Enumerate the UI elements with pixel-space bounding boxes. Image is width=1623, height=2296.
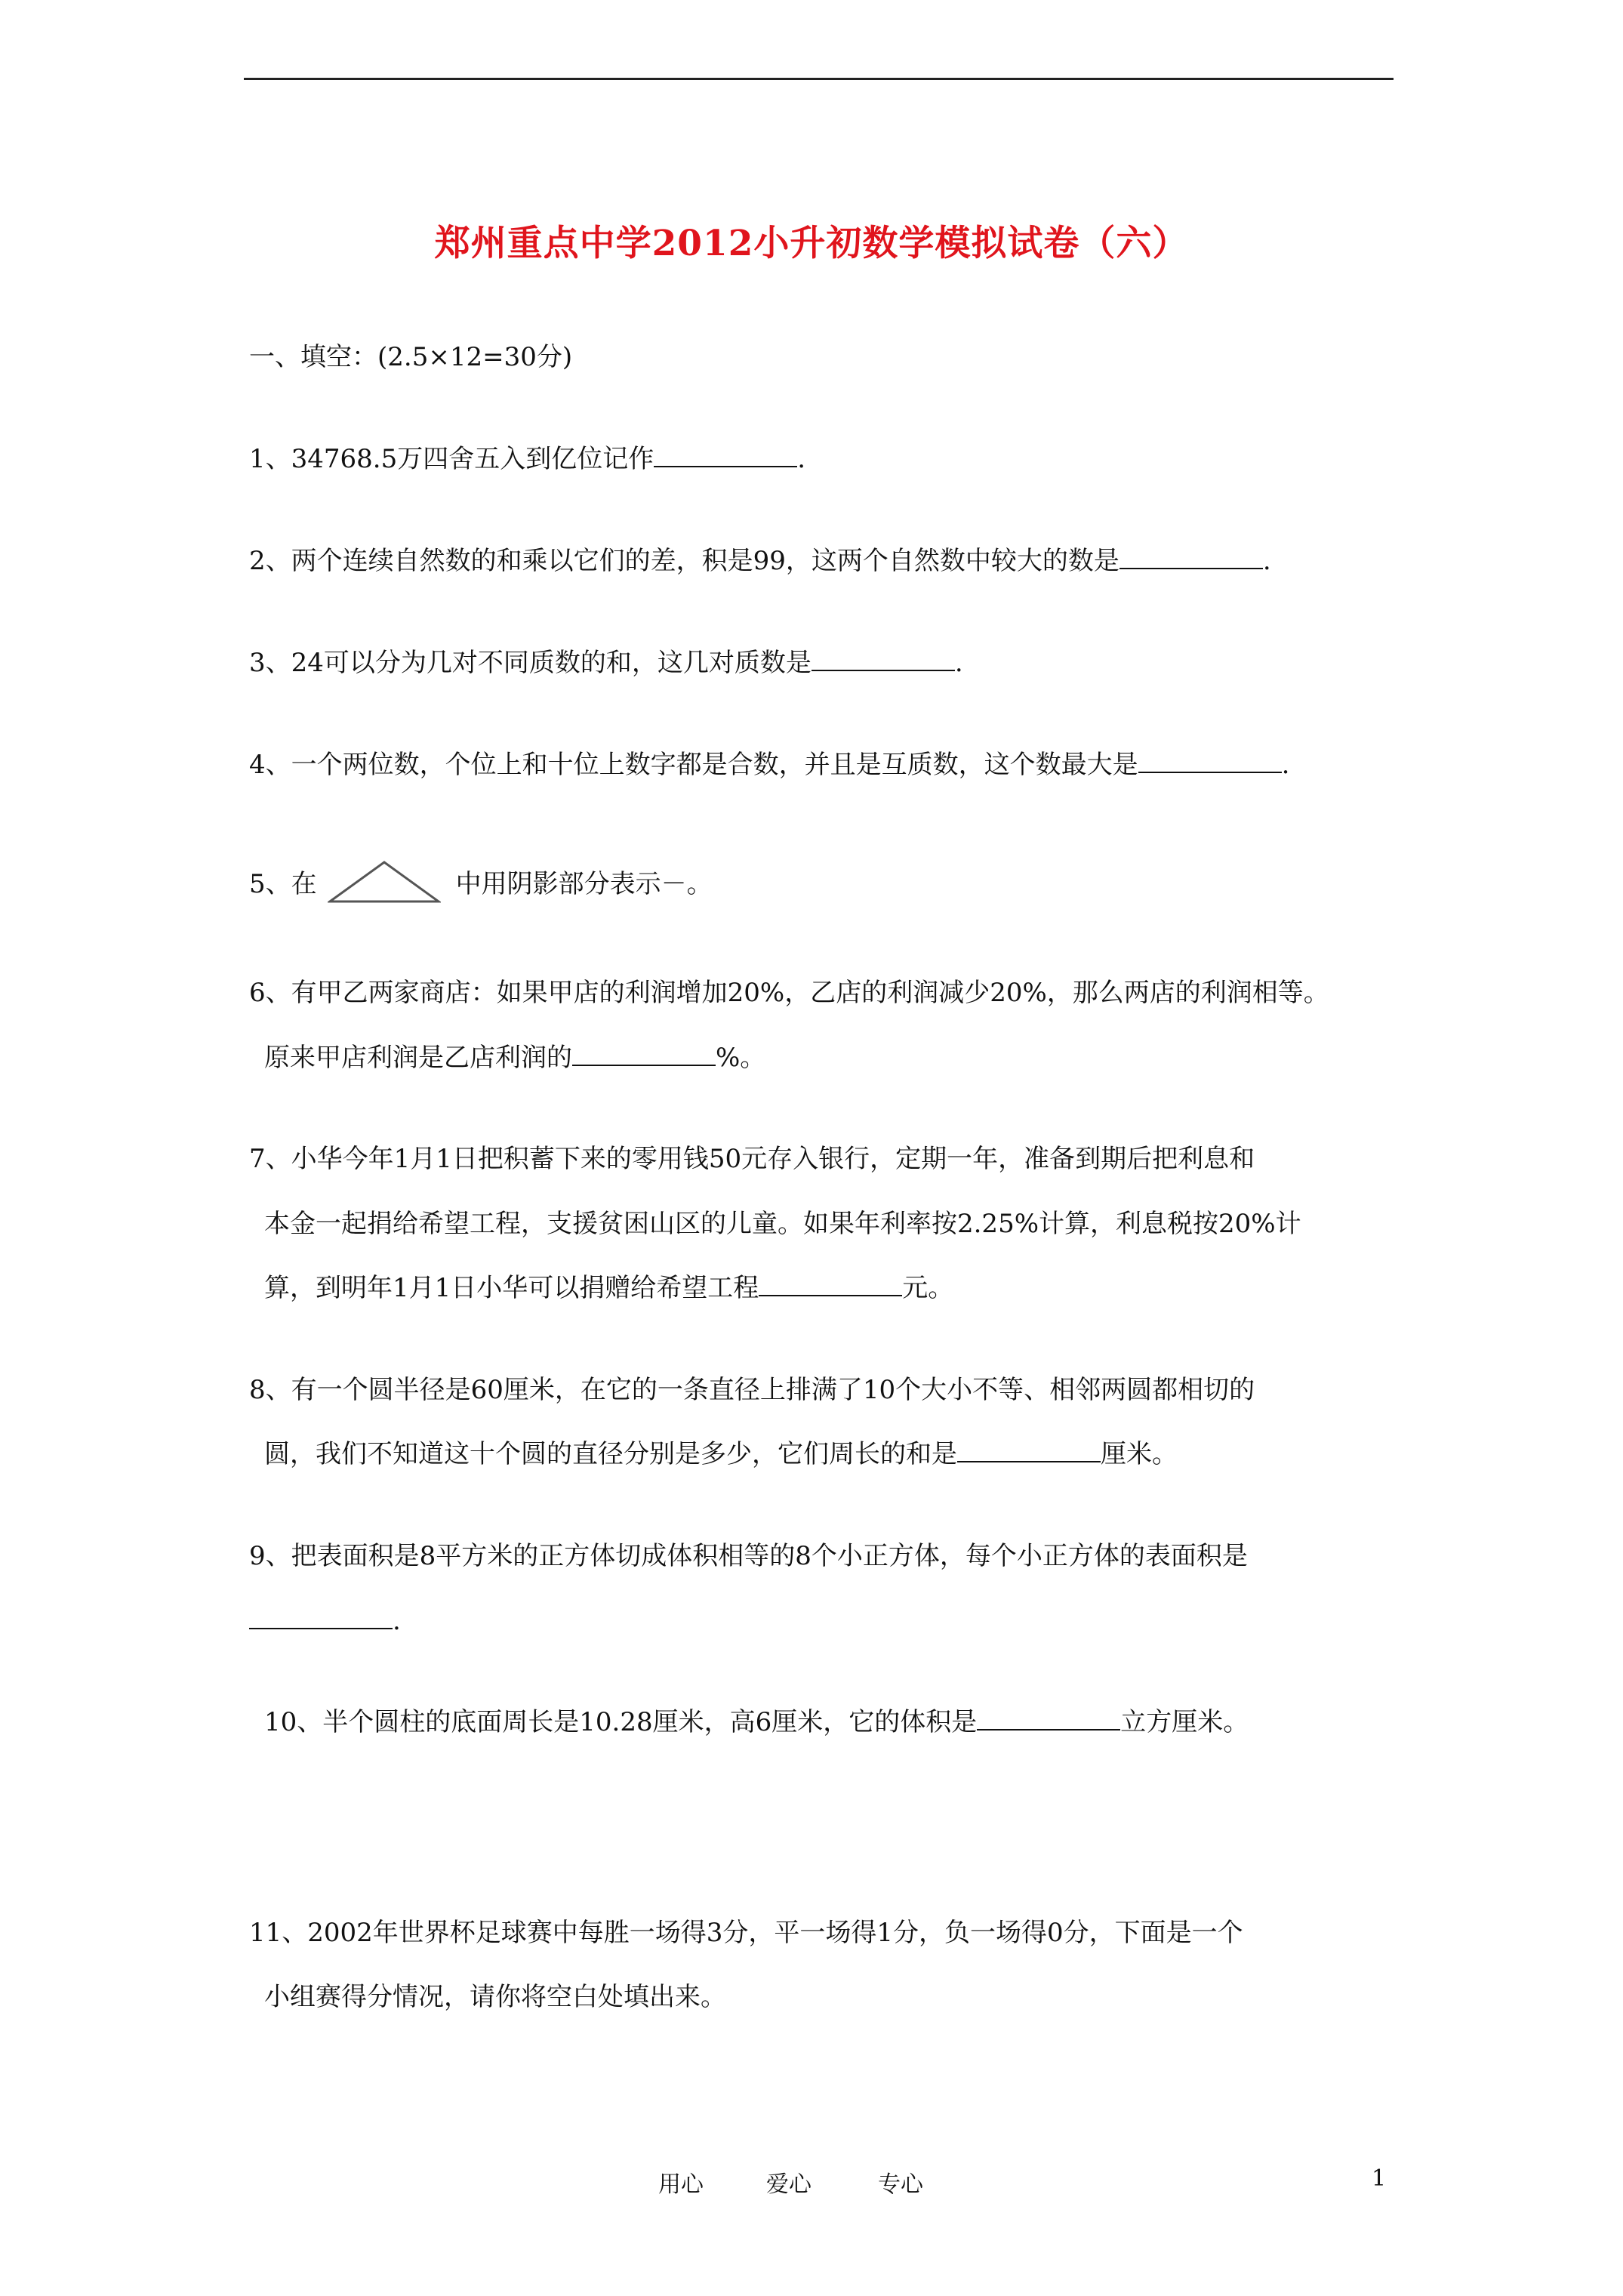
page-number: 1 [1372,2165,1387,2192]
answer-blank-4[interactable] [1138,750,1282,773]
question-6-line-2: 原来甲店利润是乙店利润的 %。 [264,1043,766,1073]
footer-word-2: 爱心 [766,2171,812,2198]
question-11: 11、2002年世界杯足球赛中每胜一场得3分，平一场得1分，负一场得0分，下面是一个 [249,1918,1243,1948]
header-rule [244,78,1394,80]
answer-blank-7[interactable] [759,1274,902,1296]
question-2: 2、两个连续自然数的和乘以它们的差，积是99，这两个自然数中较大的数是 . [249,546,1271,576]
answer-blank-10[interactable] [977,1708,1120,1730]
answer-blank-3[interactable] [812,649,955,671]
section-heading: 一、填空：(2.5×12=30分) [249,342,573,372]
answer-blank-8[interactable] [957,1440,1101,1462]
footer-word-3: 专心 [878,2171,923,2198]
question-9-line-2: . [249,1604,401,1638]
question-5: 5、在 中用阴影部分表示－。 [249,859,713,903]
question-8-line-2: 圆，我们不知道这十个圆的直径分别是多少，它们周长的和是 厘米。 [264,1439,1178,1469]
question-11-line-2: 小组赛得分情况，请你将空白处填出来。 [264,1982,726,2012]
answer-blank-1[interactable] [654,445,797,467]
question-4: 4、一个两位数，个位上和十位上数字都是合数，并且是互质数，这个数最大是 . [249,750,1290,780]
question-1: 1、34768.5万四舍五入到亿位记作 . [249,444,806,474]
question-7-line-2: 本金一起捐给希望工程，支援贫困山区的儿童。如果年利率按2.25%计算，利息税按20%计 [264,1209,1301,1239]
question-7: 7、小华今年1月1日把积蓄下来的零用钱50元存入银行，定期一年，准备到期后把利息和 [249,1144,1255,1174]
triangle-figure [328,859,441,903]
question-7-line-3: 算，到明年1月1日小华可以捐赠给希望工程 元。 [264,1273,954,1303]
footer-word-1: 用心 [658,2171,704,2198]
answer-blank-2[interactable] [1119,547,1263,569]
page-title: 郑州重点中学2012小升初数学模拟试卷（六） [434,223,1189,264]
question-3: 3、24可以分为几对不同质数的和，这几对质数是 . [249,648,963,678]
question-9: 9、把表面积是8平方米的正方体切成体积相等的8个小正方体，每个小正方体的表面积是 [249,1541,1248,1571]
question-10: 10、半个圆柱的底面周长是10.28厘米，高6厘米，它的体积是 立方厘米。 [264,1707,1249,1737]
answer-blank-6[interactable] [572,1043,716,1066]
answer-blank-9[interactable] [249,1607,393,1629]
question-8: 8、有一个圆半径是60厘米，在它的一条直径上排满了10个大小不等、相邻两圆都相切的 [249,1375,1255,1405]
question-6: 6、有甲乙两家商店：如果甲店的利润增加20%，乙店的利润减少20%，那么两店的利润相等。 [249,978,1329,1008]
